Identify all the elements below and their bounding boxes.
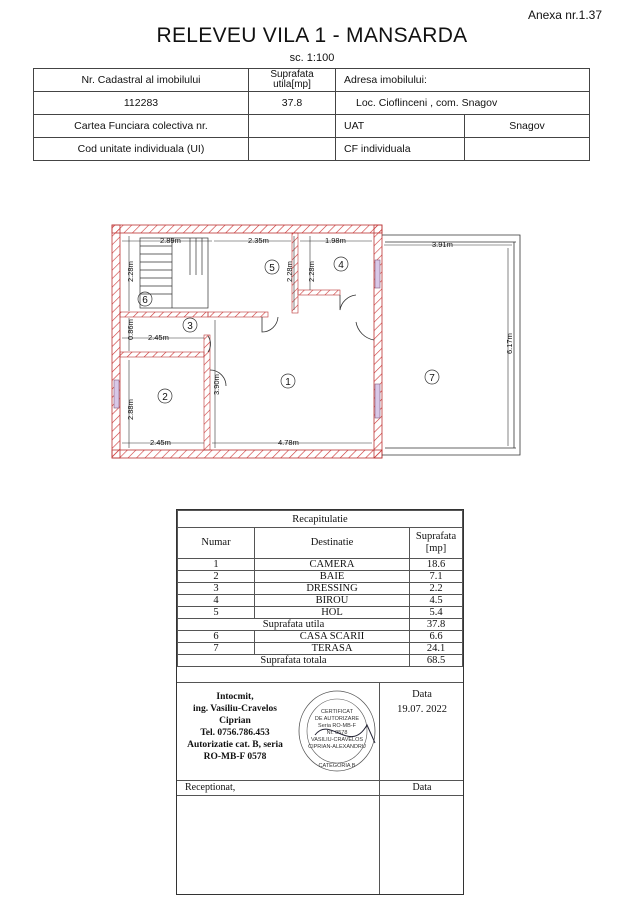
scale-label: sc. 1:100 <box>289 52 335 64</box>
wall-top <box>112 225 382 233</box>
wall-bath-right <box>204 335 210 450</box>
col-number: Numar <box>178 528 255 559</box>
dim-3-90: 3.90m <box>212 374 221 395</box>
dim-2-28-stair: 2.28m <box>126 261 135 282</box>
svg-text:Nr. 0578: Nr. 0578 <box>326 730 348 736</box>
date-label: Data <box>412 689 432 700</box>
svg-text:Seria RO-MB-F: Seria RO-MB-F <box>318 723 356 729</box>
table-row: 3 DRESSING 2.2 <box>178 583 463 595</box>
dim-2-89: 2.89m <box>160 236 181 245</box>
table-row: 2 BAIE 7.1 <box>178 571 463 583</box>
area-label: Suprafata utila[mp] <box>249 69 336 92</box>
dim-2-35: 2.35m <box>248 236 269 245</box>
svg-text:5: 5 <box>269 263 275 274</box>
room-marker-5 <box>265 260 279 274</box>
uat-value: Snagov <box>465 115 590 138</box>
svg-text:3: 3 <box>187 321 193 332</box>
table-row: 5 HOL 5.4 <box>178 607 463 619</box>
address-value: Loc. Cioflinceni , com. Snagov <box>336 92 590 115</box>
divider <box>379 794 380 894</box>
wall-bath-top <box>120 352 204 357</box>
svg-text:7: 7 <box>429 373 435 384</box>
svg-text:CERTIFICAT: CERTIFICAT <box>321 709 353 715</box>
col-destination: Destinatie <box>255 528 410 559</box>
dim-2-28-hall: 2.28m <box>285 261 294 282</box>
author-info: Intocmit, ing. Vasiliu-Cravelos Ciprian Tel. 0756.786.453 Autorizatie cat. B, seria RO-MB-F 0578 <box>187 692 283 762</box>
signature-block <box>177 682 463 781</box>
room-marker-2 <box>158 389 172 403</box>
received-label: Receptionat, <box>185 782 236 793</box>
svg-text:2: 2 <box>162 392 168 403</box>
room-marker-3 <box>183 318 197 332</box>
dim-4-78: 4.78m <box>278 438 299 447</box>
svg-text:4: 4 <box>338 260 344 271</box>
svg-text:1: 1 <box>285 377 291 388</box>
dimension-lines <box>122 236 512 448</box>
wall-office-bottom <box>298 290 340 295</box>
page-title: RELEVEU VILA 1 - MANSARDA <box>156 24 468 47</box>
table-row: 6 CASA SCARII 6.6 <box>178 631 463 643</box>
cadastral-value: 112283 <box>34 92 249 115</box>
table-row: 7 TERASA 24.1 <box>178 643 463 655</box>
dim-2-28-office: 2.28m <box>307 261 316 282</box>
col-area: Suprafata [mp] <box>410 528 463 559</box>
address-label: Adresa imobilului: <box>336 69 590 92</box>
svg-text:CATEGORIA B: CATEGORIA B <box>318 763 356 769</box>
received-date-label: Data <box>379 781 464 795</box>
stairs <box>140 238 208 308</box>
svg-text:6: 6 <box>142 295 148 306</box>
dim-2-45-top: 2.45m <box>148 333 169 342</box>
room-marker-1 <box>281 374 295 388</box>
room-marker-7 <box>425 370 439 384</box>
wall-bottom <box>112 450 382 458</box>
svg-text:CIPRIAN-ALEXANDRU: CIPRIAN-ALEXANDRU <box>308 744 366 750</box>
svg-text:DE AUTORIZARE: DE AUTORIZARE <box>314 716 360 722</box>
ui-label: Cod unitate individuala (UI) <box>34 138 249 161</box>
table-row: 1 CAMERA 18.6 <box>178 559 463 571</box>
uat-label: UAT <box>336 115 465 138</box>
recap-table <box>177 510 463 667</box>
cadastral-label: Nr. Cadastral al imobilului <box>34 69 249 92</box>
table-row: 4 BIROU 4.5 <box>178 595 463 607</box>
area-value: 37.8 <box>249 92 336 115</box>
annex-number: Anexa nr.1.37 <box>527 8 602 22</box>
authorization-stamp <box>295 685 379 775</box>
total-area-row: Suprafata totala 68.5 <box>178 655 463 667</box>
svg-text:VASILIU-CRAVELOS: VASILIU-CRAVELOS <box>310 737 364 743</box>
received-row <box>177 780 463 796</box>
wall-left <box>112 225 120 458</box>
dim-2-88: 2.88m <box>126 399 135 420</box>
cf-individual-label: CF individuala <box>336 138 465 161</box>
dim-6-17: 6.17m <box>505 333 514 354</box>
doors <box>208 295 374 386</box>
dim-2-45-bottom: 2.45m <box>150 438 171 447</box>
dim-1-98: 1.98m <box>325 236 346 245</box>
wall-hall-bottom <box>208 312 268 317</box>
terrace-outline <box>382 235 520 455</box>
recap-caption: Recapitulatie <box>178 511 463 528</box>
date-column <box>379 683 464 781</box>
dim-3-91: 3.91m <box>432 240 453 249</box>
dimension-labels <box>126 236 514 447</box>
wall-dressing-top <box>120 312 208 317</box>
date-value: 19.07. 2022 <box>397 704 447 715</box>
dim-0-86: 0.86m <box>126 319 135 340</box>
cf-label: Cartea Funciara colectiva nr. <box>34 115 249 138</box>
useful-area-row: Suprafata utila 37.8 <box>178 619 463 631</box>
recap-panel <box>176 509 464 895</box>
room-marker-4 <box>334 257 348 271</box>
